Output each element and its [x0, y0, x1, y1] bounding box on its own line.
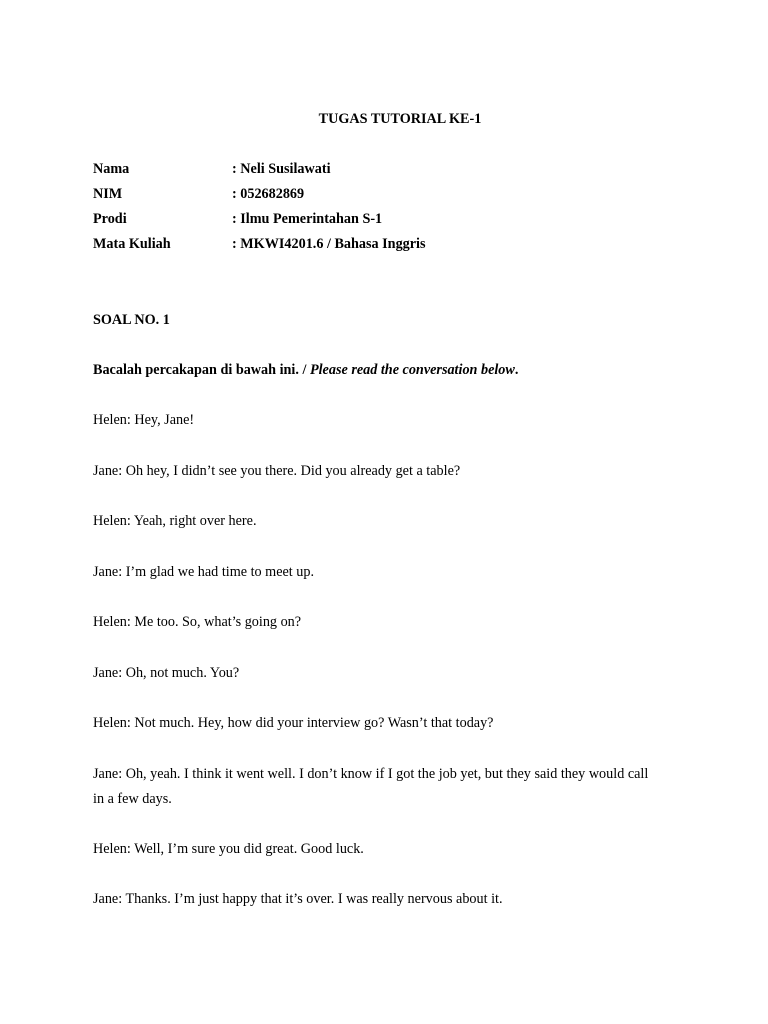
identity-label: Mata Kuliah [93, 236, 171, 252]
identity-value: : MKWI4201.6 / Bahasa Inggris [232, 236, 426, 252]
conversation-line: Jane: Thanks. I’m just happy that it’s over. I was really nervous about it. [93, 891, 503, 907]
identity-row-nim [93, 186, 304, 203]
identity-label: Prodi [93, 211, 127, 227]
instruction-line [93, 362, 518, 379]
instruction-period: . [514, 362, 519, 378]
identity-value: : Neli Susilawati [232, 161, 331, 177]
identity-label: Nama [93, 161, 130, 177]
instruction-english: Please read the conversation below [309, 362, 515, 378]
instruction-indonesian: Bacalah percakapan di bawah ini. / [93, 362, 310, 378]
conversation-line: Helen: Yeah, right over here. [93, 513, 257, 529]
identity-row-prodi [93, 211, 382, 228]
identity-label: NIM [93, 186, 123, 202]
conversation-line: Jane: Oh, not much. You? [93, 665, 240, 681]
conversation-line: Helen: Well, I’m sure you did great. Good luck. [93, 841, 364, 857]
conversation-line: Jane: I’m glad we had time to meet up. [93, 564, 315, 580]
identity-row-course [93, 236, 426, 253]
conversation-line: Helen: Me too. So, what’s going on? [93, 614, 302, 630]
identity-value: : Ilmu Pemerintahan S-1 [232, 211, 383, 227]
document-title: TUGAS TUTORIAL KE-1 [318, 111, 482, 127]
conversation-line: Jane: Oh hey, I didn’t see you there. Did you already get a table? [93, 463, 461, 479]
conversation-line: Jane: Oh, yeah. I think it went well. I don’t know if I got the job yet, but they said they would call in a few days. [93, 766, 649, 807]
identity-row-name [93, 161, 331, 178]
conversation-line: Helen: Not much. Hey, how did your interview go? Wasn’t that today? [93, 715, 494, 731]
conversation-line: Helen: Hey, Jane! [93, 412, 195, 428]
section-heading: SOAL NO. 1 [93, 312, 170, 328]
identity-value: : 052682869 [232, 186, 305, 202]
